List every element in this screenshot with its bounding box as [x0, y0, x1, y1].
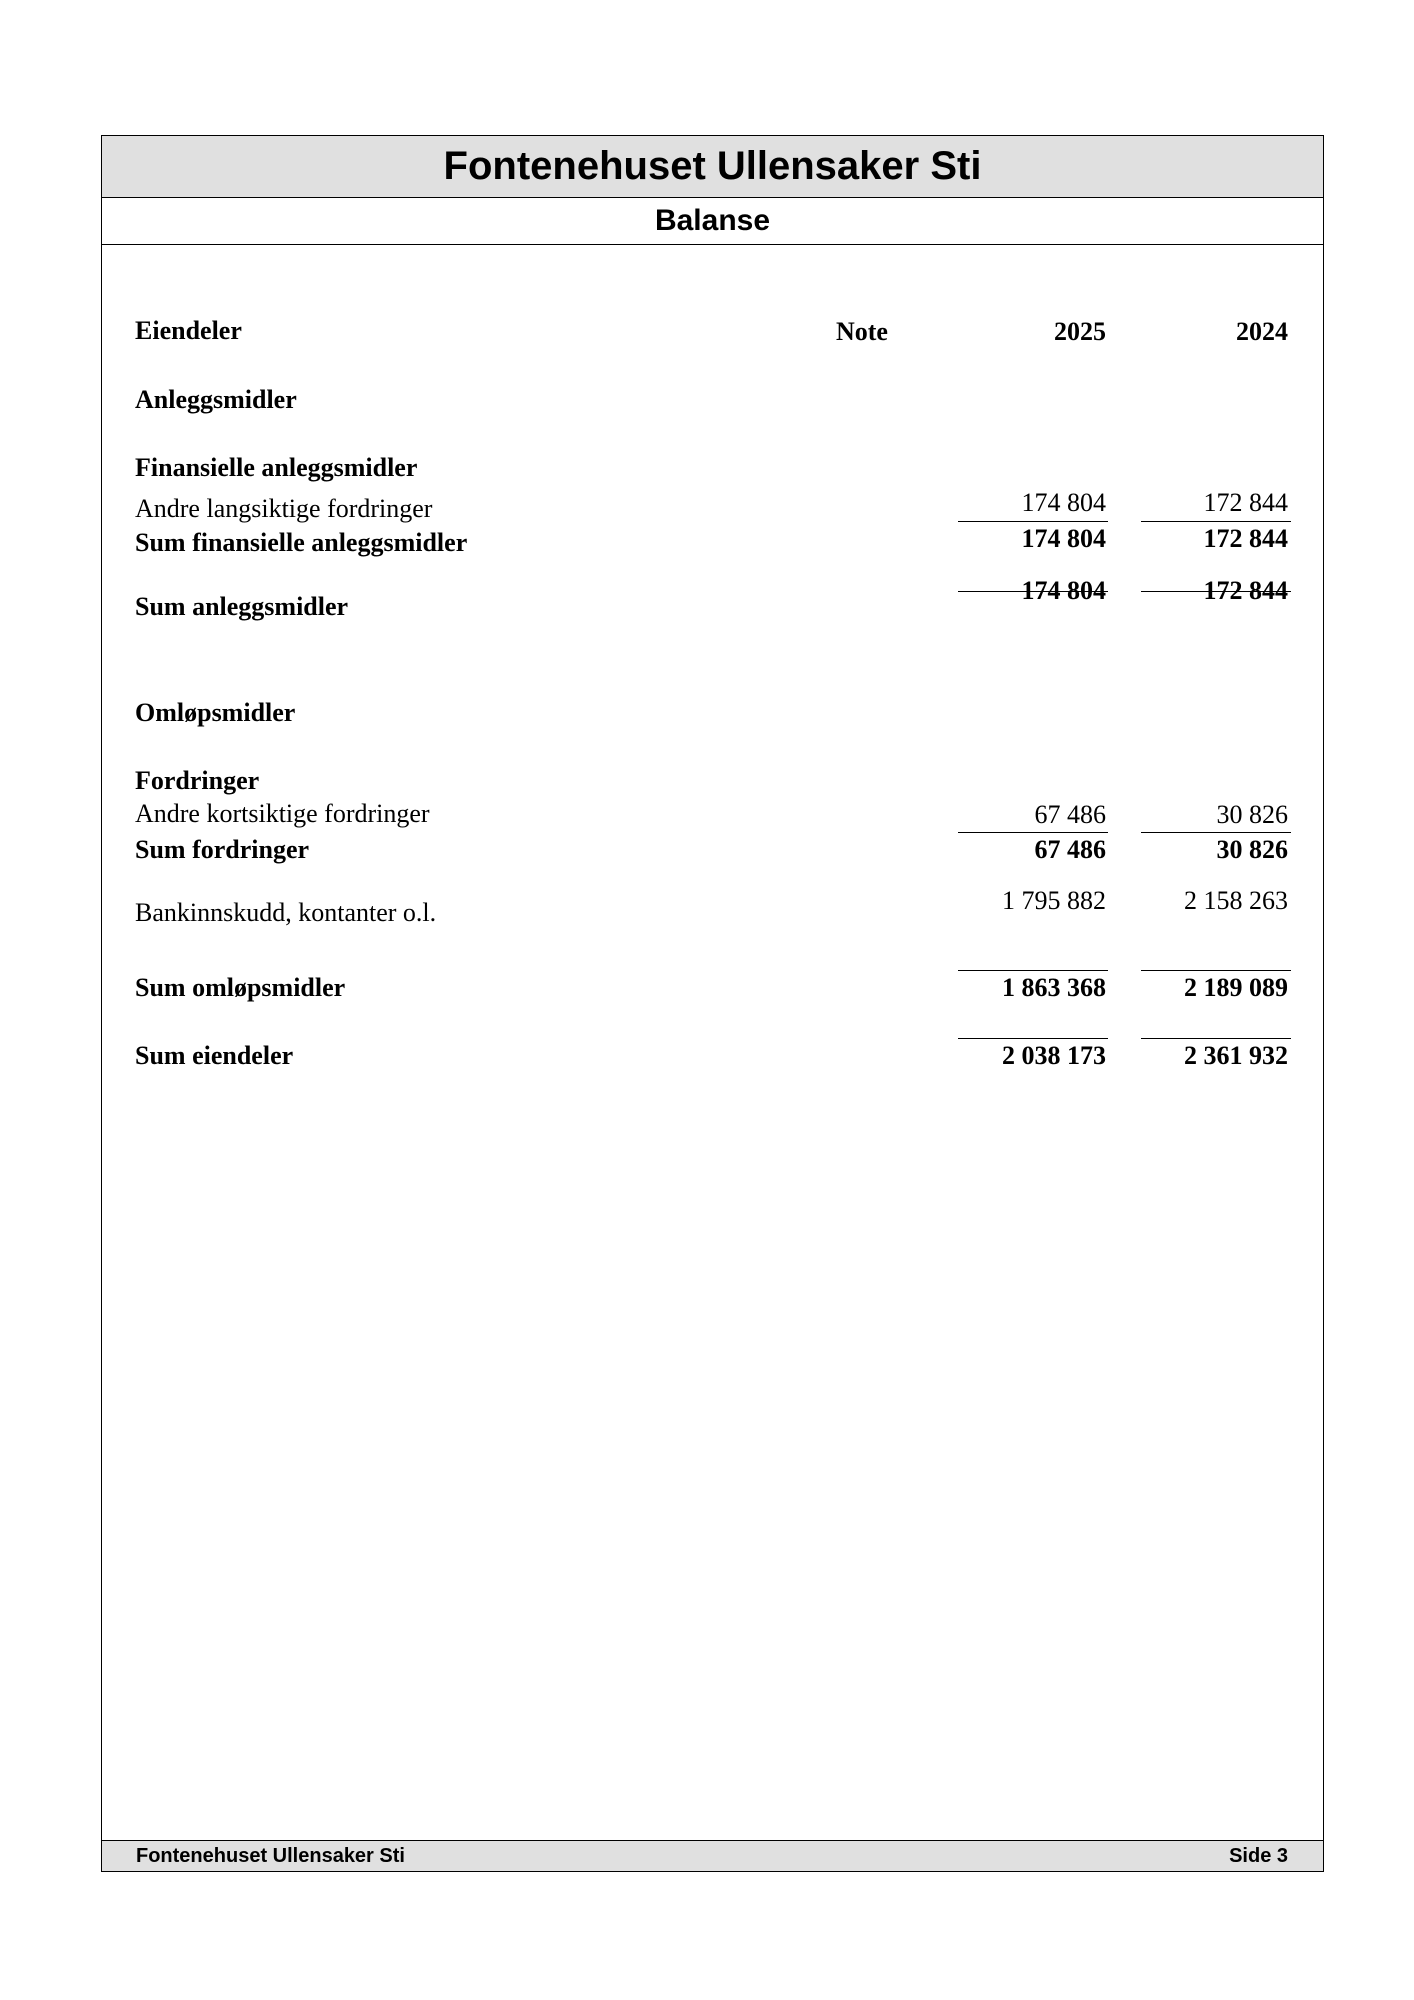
value-sum-finansielle-2025: 174 804 — [1021, 524, 1106, 553]
subtotal-rule-2025 — [958, 521, 1108, 522]
value-sum-fordringer-2025: 67 486 — [1034, 835, 1106, 864]
value-sum-finansielle-2024: 172 844 — [1203, 524, 1288, 553]
grand-total-rule-2025 — [958, 1038, 1108, 1039]
value-bankinnskudd-2024: 2 158 263 — [1184, 886, 1288, 915]
section-heading-eiendeler: Eiendeler — [135, 316, 242, 345]
value-andre-kortsiktige-2025: 67 486 — [1034, 800, 1106, 829]
row-label-andre-langsiktige: Andre langsiktige fordringer — [135, 494, 433, 523]
row-label-sum-omlopsmidler: Sum omløpsmidler — [135, 973, 346, 1002]
value-sum-eiendeler-2025: 2 038 173 — [1002, 1041, 1106, 1070]
footer-company: Fontenehuset Ullensaker Sti — [136, 1845, 405, 1867]
row-label-bankinnskudd: Bankinnskudd, kontanter o.l. — [135, 898, 437, 927]
company-title: Fontenehuset Ullensaker Sti — [102, 136, 1323, 198]
value-andre-kortsiktige-2024: 30 826 — [1216, 800, 1288, 829]
row-label-sum-anleggsmidler: Sum anleggsmidler — [135, 592, 349, 621]
subtotal-rule-2025 — [958, 832, 1108, 833]
value-sum-fordringer-2024: 30 826 — [1216, 835, 1288, 864]
value-sum-anleggsmidler-2024: 172 844 — [1203, 576, 1288, 605]
value-sum-omlopsmidler-2024: 2 189 089 — [1184, 973, 1288, 1002]
value-andre-langsiktige-2025: 174 804 — [1021, 488, 1106, 517]
total-rule-2024 — [1141, 970, 1291, 971]
value-sum-omlopsmidler-2025: 1 863 368 — [1002, 973, 1106, 1002]
value-sum-anleggsmidler-2025: 174 804 — [1021, 576, 1106, 605]
row-label-sum-eiendeler: Sum eiendeler — [135, 1041, 294, 1070]
footer-page-number: Side 3 — [1229, 1845, 1288, 1867]
value-andre-langsiktige-2024: 172 844 — [1203, 488, 1288, 517]
year-2025-header: 2025 — [1054, 317, 1106, 346]
total-rule-2025 — [958, 970, 1108, 971]
heading-anleggsmidler: Anleggsmidler — [135, 385, 297, 414]
total-rule-2024 — [1141, 591, 1291, 592]
row-label-sum-fordringer: Sum fordringer — [135, 835, 310, 864]
year-2024-header: 2024 — [1236, 317, 1288, 346]
row-label-sum-finansielle: Sum finansielle anleggsmidler — [135, 528, 468, 557]
heading-fordringer: Fordringer — [135, 766, 260, 795]
heading-finansielle-anleggsmidler: Finansielle anleggsmidler — [135, 453, 418, 482]
grand-total-rule-2024 — [1141, 1038, 1291, 1039]
subtotal-rule-2024 — [1141, 521, 1291, 522]
heading-omlopsmidler: Omløpsmidler — [135, 698, 296, 727]
page-footer — [102, 1840, 1323, 1871]
row-label-andre-kortsiktige: Andre kortsiktige fordringer — [135, 799, 430, 828]
value-sum-eiendeler-2024: 2 361 932 — [1184, 1041, 1288, 1070]
value-bankinnskudd-2025: 1 795 882 — [1002, 886, 1106, 915]
report-title: Balanse — [102, 198, 1323, 245]
total-rule-2025 — [958, 591, 1108, 592]
note-column-header: Note — [836, 317, 888, 346]
subtotal-rule-2024 — [1141, 832, 1291, 833]
